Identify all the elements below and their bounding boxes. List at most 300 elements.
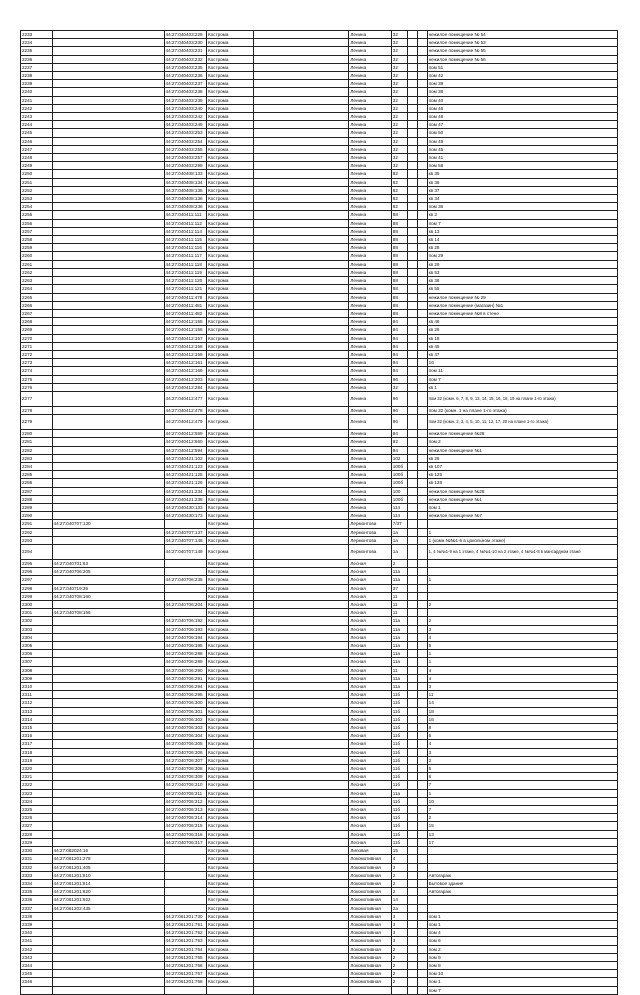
- cell-room-number: 44:27:040403:230: [164, 39, 206, 47]
- cell-street: Лесная: [349, 838, 391, 846]
- cell-row-number: 2272: [21, 350, 53, 358]
- cell-blank-col-4: [417, 487, 427, 495]
- cell-street: Ленина: [349, 415, 391, 430]
- table-row: [21, 430, 618, 438]
- cell-parcel-number: [52, 244, 164, 252]
- cell-city: Кострома: [206, 342, 253, 350]
- cell-city: Кострома: [206, 822, 253, 830]
- table-row: [21, 113, 618, 121]
- cell-street: Локомотивная: [349, 970, 391, 978]
- cell-city: Кострома: [206, 879, 253, 887]
- cell-city: Кострома: [206, 568, 253, 576]
- cell-blank-col-2: [253, 383, 349, 391]
- cell-premises-description: Автогараж: [427, 871, 617, 879]
- cell-premises-description: 1: [427, 658, 617, 666]
- cell-blank-col-2: [253, 642, 349, 650]
- cell-blank-col-3: [408, 617, 418, 625]
- cell-parcel-number: [52, 438, 164, 446]
- cell-parcel-number: [52, 430, 164, 438]
- cell-row-number: 2322: [21, 781, 53, 789]
- cell-premises-description: 5: [427, 642, 617, 650]
- cell-house: 100б: [391, 495, 407, 503]
- cell-blank-col-2: [253, 454, 349, 462]
- cell-street: Ленина: [349, 268, 391, 276]
- cell-premises-description: кв 45: [427, 342, 617, 350]
- cell-city: Кострома: [206, 855, 253, 863]
- cell-blank-col-4: [417, 707, 427, 715]
- cell-blank-col-2: [253, 830, 349, 838]
- cell-room-number: 44:27:040403:255: [164, 145, 206, 153]
- cell-parcel-number: [52, 724, 164, 732]
- cell-premises-description: пом 58: [427, 162, 617, 170]
- cell-house: 88: [391, 301, 407, 309]
- cell-house: 11б: [391, 822, 407, 830]
- cell-premises-description: кв 107: [427, 462, 617, 470]
- cell-city: Кострома: [206, 415, 253, 430]
- cell-street: Лесная: [349, 617, 391, 625]
- cell-blank-col-3: [408, 326, 418, 334]
- cell-parcel-number: [52, 96, 164, 104]
- cell-premises-description: пом 48: [427, 113, 617, 121]
- cell-house: 88: [391, 293, 407, 301]
- cell-blank-col-2: [253, 871, 349, 879]
- cell-street: Лермонтова: [349, 536, 391, 544]
- cell-street: Ленина: [349, 277, 391, 285]
- cell-room-number: 44:27:040706:235: [164, 576, 206, 584]
- cell-room-number: 44:27:040403:254: [164, 137, 206, 145]
- cell-room-number: 44:27:040412:159: [164, 350, 206, 358]
- cell-blank-col-4: [417, 236, 427, 244]
- cell-parcel-number: [52, 806, 164, 814]
- table-row: [21, 252, 618, 260]
- cell-premises-description: пом 32 (комн. 6, 7, 8, 9, 13, 14, 15, 16, 18, 19 на плане 1-го этажа): [427, 391, 617, 406]
- cell-blank-col-2: [253, 765, 349, 773]
- cell-blank-col-4: [417, 471, 427, 479]
- cell-row-number: 2333: [21, 871, 53, 879]
- cell-row-number: 2339: [21, 920, 53, 928]
- cell-street: Локомотивная: [349, 953, 391, 961]
- cell-row-number: 2238: [21, 72, 53, 80]
- cell-street: Ленина: [349, 129, 391, 137]
- cell-blank-col-3: [408, 601, 418, 609]
- cell-blank-col-4: [417, 129, 427, 137]
- cell-blank-col-2: [253, 536, 349, 544]
- cell-blank-col-2: [253, 912, 349, 920]
- cell-street: Лесная: [349, 715, 391, 723]
- table-row: [21, 236, 618, 244]
- cell-premises-description: 14: [427, 699, 617, 707]
- cell-blank-col-3: [408, 121, 418, 129]
- cell-city: Кострома: [206, 383, 253, 391]
- cell-blank-col-3: [408, 375, 418, 383]
- cell-blank-col-4: [417, 430, 427, 438]
- cell-parcel-number: [52, 39, 164, 47]
- cell-street: Ленина: [349, 236, 391, 244]
- cell-blank-col-4: [417, 503, 427, 511]
- cell-parcel-number: 44:27:061201:922: [52, 896, 164, 904]
- cell-premises-description: нежилое помещение №8 в стене: [427, 309, 617, 317]
- table-row: [21, 446, 618, 454]
- cell-room-number: 44:27:040412:477: [164, 391, 206, 406]
- cell-room-number: 44:27:040412:155: [164, 318, 206, 326]
- cell-room-number: [164, 847, 206, 855]
- cell-blank-col-2: [253, 953, 349, 961]
- cell-blank-col-3: [408, 359, 418, 367]
- cell-premises-description: кв 13: [427, 227, 617, 235]
- cell-row-number: 2288: [21, 495, 53, 503]
- cell-parcel-number: [52, 285, 164, 293]
- cell-blank-col-3: [408, 528, 418, 536]
- cell-street: Локомотивная: [349, 871, 391, 879]
- table-row: [21, 568, 618, 576]
- cell-blank-col-3: [408, 383, 418, 391]
- cell-room-number: 44:27:040430:173: [164, 512, 206, 520]
- cell-room-number: [164, 855, 206, 863]
- cell-premises-description: пом 46: [427, 104, 617, 112]
- cell-blank-col-3: [408, 203, 418, 211]
- cell-city: Кострома: [206, 528, 253, 536]
- cell-house: 4: [391, 855, 407, 863]
- cell-city: Кострома: [206, 285, 253, 293]
- cell-house: 88: [391, 277, 407, 285]
- cell-row-number: 2273: [21, 359, 53, 367]
- cell-room-number: 44:27:040411:118: [164, 260, 206, 268]
- cell-parcel-number: 44:27:082024:16: [52, 847, 164, 855]
- cell-blank-col-3: [408, 707, 418, 715]
- cell-room-number: 44:27:040706:305: [164, 740, 206, 748]
- cell-parcel-number: [52, 72, 164, 80]
- cell-parcel-number: [52, 528, 164, 536]
- cell-room-number: 44:27:040408:134: [164, 178, 206, 186]
- cell-blank-col-4: [417, 244, 427, 252]
- cell-blank-col-2: [253, 847, 349, 855]
- cell-blank-col-4: [417, 63, 427, 71]
- cell-parcel-number: [52, 236, 164, 244]
- cell-blank-col-4: [417, 285, 427, 293]
- cell-house: 82: [391, 186, 407, 194]
- cell-blank-col-2: [253, 96, 349, 104]
- cell-blank-col-4: [417, 797, 427, 805]
- cell-premises-description: нежилое помещение № 29: [427, 293, 617, 301]
- cell-parcel-number: [52, 63, 164, 71]
- cell-parcel-number: [52, 617, 164, 625]
- cell-premises-description: пом 8: [427, 961, 617, 969]
- cell-premises-description: 6: [427, 773, 617, 781]
- cell-parcel-number: [52, 487, 164, 495]
- cell-street: Лесная: [349, 674, 391, 682]
- cell-blank-col-2: [253, 691, 349, 699]
- cell-row-number: 2318: [21, 748, 53, 756]
- cell-city: Кострома: [206, 625, 253, 633]
- cell-room-number: 44:27:040421:102: [164, 454, 206, 462]
- cell-row-number: 2301: [21, 609, 53, 617]
- cell-blank-col-2: [253, 121, 349, 129]
- cell-blank-col-3: [408, 912, 418, 920]
- cell-premises-description: 1: [427, 576, 617, 584]
- cell-room-number: 44:27:040403:239: [164, 96, 206, 104]
- cell-house: 11: [391, 592, 407, 600]
- cell-blank-col-3: [408, 350, 418, 358]
- cell-blank-col-3: [408, 252, 418, 260]
- cell-parcel-number: [52, 748, 164, 756]
- cell-parcel-number: [52, 301, 164, 309]
- cell-premises-description: кв 47: [427, 350, 617, 358]
- cell-blank-col-2: [253, 773, 349, 781]
- table-row: [21, 978, 618, 986]
- cell-city: Кострома: [206, 391, 253, 406]
- cell-blank-col-4: [417, 642, 427, 650]
- cell-room-number: 44:27:040411:114: [164, 227, 206, 235]
- cell-blank-col-3: [408, 244, 418, 252]
- cell-parcel-number: [52, 104, 164, 112]
- cell-street: Лесная: [349, 633, 391, 641]
- cell-city: Кострома: [206, 953, 253, 961]
- cell-row-number: [21, 986, 53, 994]
- cell-blank-col-3: [408, 55, 418, 63]
- cell-blank-col-4: [417, 293, 427, 301]
- cell-room-number: 44:27:040408:236: [164, 203, 206, 211]
- cell-premises-description: [427, 896, 617, 904]
- cell-row-number: 2264: [21, 285, 53, 293]
- cell-room-number: 44:27:040411:119: [164, 268, 206, 276]
- cell-room-number: 44:27:040706:310: [164, 781, 206, 789]
- cell-room-number: 44:27:040706:300: [164, 699, 206, 707]
- table-row: [21, 334, 618, 342]
- cell-blank-col-3: [408, 691, 418, 699]
- cell-room-number: 44:27:040707:148: [164, 536, 206, 544]
- cell-room-number: 44:27:040412:479: [164, 415, 206, 430]
- cell-city: Кострома: [206, 797, 253, 805]
- cell-row-number: 2284: [21, 462, 53, 470]
- cell-premises-description: [427, 609, 617, 617]
- cell-premises-description: кв 2: [427, 211, 617, 219]
- table-row: [21, 129, 618, 137]
- table-row: [21, 666, 618, 674]
- cell-blank-col-3: [408, 520, 418, 528]
- table-row: [21, 609, 618, 617]
- cell-house: 11а: [391, 650, 407, 658]
- cell-street: Ленина: [349, 170, 391, 178]
- cell-street: Ленина: [349, 63, 391, 71]
- cell-row-number: 2320: [21, 765, 53, 773]
- cell-row-number: 2289: [21, 503, 53, 511]
- cell-room-number: 44:27:040706:291: [164, 674, 206, 682]
- cell-room-number: [164, 879, 206, 887]
- cell-city: Кострома: [206, 121, 253, 129]
- cell-blank-col-3: [408, 642, 418, 650]
- cell-blank-col-4: [417, 446, 427, 454]
- cell-parcel-number: [52, 773, 164, 781]
- cell-house: 88: [391, 244, 407, 252]
- cell-blank-col-3: [408, 953, 418, 961]
- cell-city: Кострома: [206, 309, 253, 317]
- cell-row-number: 2307: [21, 658, 53, 666]
- cell-parcel-number: [52, 822, 164, 830]
- cell-blank-col-2: [253, 446, 349, 454]
- cell-parcel-number: [52, 495, 164, 503]
- cell-city: Кострома: [206, 406, 253, 414]
- cell-blank-col-4: [417, 479, 427, 487]
- cell-city: Кострома: [206, 39, 253, 47]
- cell-row-number: 2336: [21, 896, 53, 904]
- cell-premises-description: [427, 863, 617, 871]
- table-row: [21, 63, 618, 71]
- cell-parcel-number: [52, 375, 164, 383]
- cell-house: 11б: [391, 797, 407, 805]
- cell-blank-col-3: [408, 342, 418, 350]
- cell-house: 37: [391, 584, 407, 592]
- cell-city: Кострома: [206, 707, 253, 715]
- cell-blank-col-2: [253, 47, 349, 55]
- cell-blank-col-2: [253, 72, 349, 80]
- cell-parcel-number: [52, 781, 164, 789]
- cell-street: Ленина: [349, 503, 391, 511]
- cell-premises-description: [427, 584, 617, 592]
- cell-blank-col-2: [253, 55, 349, 63]
- cell-parcel-number: 44:27:040719:35: [52, 584, 164, 592]
- table-row: [21, 260, 618, 268]
- cell-blank-col-4: [417, 154, 427, 162]
- table-row: [21, 797, 618, 805]
- cell-room-number: 44:27:040706:309: [164, 773, 206, 781]
- table-row: [21, 847, 618, 855]
- cell-room-number: 44:27:040421:234: [164, 487, 206, 495]
- cell-street: Лесная: [349, 691, 391, 699]
- cell-parcel-number: [52, 137, 164, 145]
- cell-city: Кострома: [206, 715, 253, 723]
- cell-city: Кострома: [206, 80, 253, 88]
- cell-parcel-number: [52, 756, 164, 764]
- table-row: [21, 650, 618, 658]
- cell-street: Лермонтова: [349, 528, 391, 536]
- cell-house: 11б: [391, 781, 407, 789]
- cell-city: Кострома: [206, 244, 253, 252]
- cell-street: Лесная: [349, 576, 391, 584]
- cell-blank-col-3: [408, 495, 418, 503]
- table-row: [21, 715, 618, 723]
- cell-premises-description: пом 10: [427, 970, 617, 978]
- cell-premises-description: 1: [427, 528, 617, 536]
- cell-premises-description: нежилое помещение № 56: [427, 55, 617, 63]
- cell-house: 100: [391, 487, 407, 495]
- cell-premises-description: кв 37: [427, 186, 617, 194]
- cell-parcel-number: [52, 80, 164, 88]
- cell-street: Лермонтова: [349, 544, 391, 559]
- cell-blank-col-4: [417, 568, 427, 576]
- cell-room-number: 44:27:061201:753: [164, 937, 206, 945]
- cell-parcel-number: [52, 838, 164, 846]
- cell-house: 32: [391, 129, 407, 137]
- table-row: [21, 471, 618, 479]
- cell-room-number: 44:27:040706:192: [164, 617, 206, 625]
- cell-blank-col-4: [417, 683, 427, 691]
- cell-blank-col-2: [253, 937, 349, 945]
- cell-blank-col-3: [408, 568, 418, 576]
- cell-row-number: 2300: [21, 601, 53, 609]
- cell-blank-col-4: [417, 666, 427, 674]
- cell-blank-col-4: [417, 318, 427, 326]
- cell-row-number: 2323: [21, 789, 53, 797]
- cell-blank-col-3: [408, 576, 418, 584]
- cell-parcel-number: [52, 145, 164, 153]
- cell-room-number: 44:27:061201:758: [164, 978, 206, 986]
- cell-city: Кострома: [206, 536, 253, 544]
- cell-blank-col-2: [253, 252, 349, 260]
- cell-row-number: 2256: [21, 219, 53, 227]
- cell-city: Кострома: [206, 740, 253, 748]
- cell-house: 88: [391, 211, 407, 219]
- cell-row-number: 2285: [21, 471, 53, 479]
- cell-blank-col-4: [417, 350, 427, 358]
- cell-premises-description: 2: [427, 601, 617, 609]
- cell-blank-col-3: [408, 170, 418, 178]
- cell-room-number: 44:27:040412:156: [164, 326, 206, 334]
- cell-street: Лесная: [349, 806, 391, 814]
- cell-parcel-number: [52, 446, 164, 454]
- table-row: [21, 454, 618, 462]
- cell-room-number: 44:27:040412:169: [164, 367, 206, 375]
- cell-street: Лесная: [349, 789, 391, 797]
- cell-room-number: 44:27:040706:193: [164, 625, 206, 633]
- cell-city: [206, 986, 253, 994]
- cell-blank-col-4: [417, 170, 427, 178]
- cell-row-number: 2308: [21, 666, 53, 674]
- table-row: [21, 633, 618, 641]
- cell-room-number: [164, 520, 206, 528]
- cell-street: Лесная: [349, 609, 391, 617]
- cell-room-number: 44:27:040706:194: [164, 633, 206, 641]
- cell-row-number: 2243: [21, 113, 53, 121]
- cell-street: Ленина: [349, 309, 391, 317]
- cell-room-number: 44:27:061201:730: [164, 912, 206, 920]
- cell-city: Кострома: [206, 145, 253, 153]
- cell-parcel-number: [52, 715, 164, 723]
- cell-room-number: [164, 986, 206, 994]
- cell-room-number: 44:27:040403:235: [164, 63, 206, 71]
- cell-city: Кострома: [206, 601, 253, 609]
- cell-blank-col-2: [253, 334, 349, 342]
- cell-house: 88: [391, 268, 407, 276]
- cell-street: Лесная: [349, 724, 391, 732]
- cell-blank-col-4: [417, 740, 427, 748]
- cell-city: Кострома: [206, 318, 253, 326]
- cell-parcel-number: [52, 318, 164, 326]
- cell-street: Ленина: [349, 462, 391, 470]
- cell-house: 3: [391, 920, 407, 928]
- cell-premises-description: кв 125: [427, 471, 617, 479]
- cell-parcel-number: [52, 260, 164, 268]
- cell-blank-col-4: [417, 211, 427, 219]
- table-row: [21, 625, 618, 633]
- cell-house: 94: [391, 446, 407, 454]
- table-row: [21, 104, 618, 112]
- cell-city: Кострома: [206, 471, 253, 479]
- cell-premises-description: пом 7: [427, 375, 617, 383]
- cell-blank-col-3: [408, 748, 418, 756]
- cell-blank-col-4: [417, 178, 427, 186]
- cell-blank-col-3: [408, 63, 418, 71]
- registry-table-sheet: [20, 30, 618, 995]
- cell-premises-description: 13: [427, 830, 617, 838]
- table-row: [21, 765, 618, 773]
- cell-blank-col-3: [408, 732, 418, 740]
- cell-room-number: 44:27:061201:756: [164, 961, 206, 969]
- cell-parcel-number: [52, 170, 164, 178]
- table-row: [21, 970, 618, 978]
- table-row: [21, 937, 618, 945]
- cell-blank-col-2: [253, 309, 349, 317]
- cell-room-number: 44:27:040408:135: [164, 186, 206, 194]
